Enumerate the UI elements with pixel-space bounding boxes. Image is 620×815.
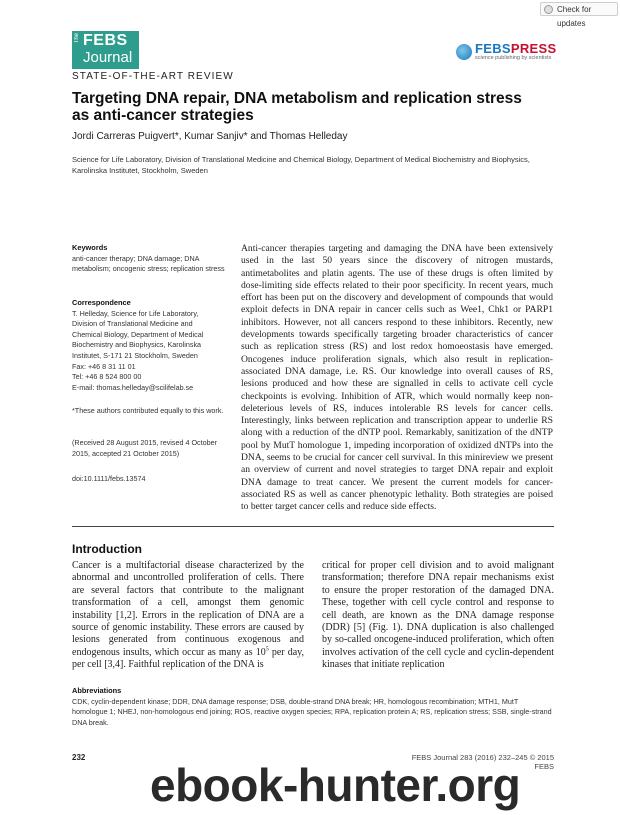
correspondence-line: T. Helleday, Science for Life Laboratory,	[72, 308, 199, 318]
update-icon	[544, 5, 553, 14]
affiliation: Science for Life Laboratory, Division of Translational Medicine and Chemical Biology, Department of Medical Biochemistry and Biophysics, Karolinska Institutet, Stockholm, Sweden	[72, 155, 530, 175]
febs-journal-logo	[72, 31, 139, 69]
intro-text-b: per day, per cell [3,4]. Faithful replication of the DNA is	[72, 646, 304, 671]
watermark: ebook-hunter.org	[150, 759, 521, 811]
logo-febs: FEBS	[83, 32, 128, 49]
logo-the: The	[74, 33, 80, 44]
press-name: FEBSPRESS	[475, 41, 557, 56]
introduction-heading: Introduction	[72, 542, 142, 556]
correspondence-block	[72, 298, 227, 393]
press-tagline: science publishing by scientists	[475, 55, 552, 61]
correspondence-fax: Fax: +46 8 31 11 01	[72, 361, 136, 371]
author-list: Jordi Carreras Puigvert*, Kumar Sanjiv* and Thomas Helleday	[72, 131, 348, 142]
keywords-text: anti-cancer therapy; DNA damage; DNA metabolism; oncogenic stress; replication stress	[72, 253, 225, 274]
logo-journal: Journal	[83, 49, 133, 66]
abstract: Anti-cancer therapies targeting and damaging the DNA have been extensively used in the last 50 years since the discovery of nitrogen mustards, antimetabolites and platin agents. The use of these drugs is often limited by dose-limiting side effects related to their poor specificity. In recent years, much effort has been put on the discovery and development of compounds that would exploit defects in DNA repair in cancer cells such as Wee1, Chk1 or PARP1 inhibitors. However, not all cancers respond to these inhibitors. Recently, new developments towards specifically targeting broader characteristics of cancer such as replication stress (RS) and lost redox homoeostasis have emerged. Oncogenes induce proliferation signals, which also result in replication-associated DNA damage, i.e. RS. Our knowledge into overall causes of RS, lesions produced and how these are signalled in cells to activate cell cycle checkpoints is evolving. Inhibition of ATR, which would normally keep non-deleterious levels of RS, induces intolerable RS levels for cancer cells. Interestingly, links between replication and transcription appear to underlie RS along with a reduction of the dNTP pool. Remarkably, sanitization of the dNTP pool by MutT homologue 1, impeding incorporation of oxidized dNTPs into the DNA, seems to be crucial for cancer cell survival. In this minireview we present an overview of current and novel strategies to target DNA repair and exploit DNA damage to treat cancer. We present the current models for cancer-associated RS as well as cancer phenotypic lethality. Both strategies are poised to better target cancer cells and reduce side effects.	[241, 243, 553, 513]
abbreviations-heading: Abbreviations	[72, 686, 122, 695]
correspondence-line: Institutet, S-171 21 Stockholm, Sweden	[72, 350, 198, 360]
check-for-updates-label: Check for updates	[557, 5, 592, 28]
keywords-heading: Keywords	[72, 243, 108, 252]
check-for-updates-button[interactable]	[540, 2, 618, 28]
abbreviations-block	[72, 686, 554, 728]
page-number: 232	[72, 753, 86, 762]
keywords-block	[72, 243, 227, 275]
correspondence-heading: Correspondence	[72, 298, 131, 307]
correspondence-line: Biochemistry and Biophysics, Karolinska	[72, 340, 202, 350]
received-dates: (Received 28 August 2015, revised 4 October 2015, accepted 21 October 2015)	[72, 438, 218, 458]
febs-press-emblem-icon	[456, 44, 472, 60]
equal-contribution-note: *These authors contributed equally to this work.	[72, 406, 224, 415]
exponent: 5	[265, 646, 269, 653]
correspondence-tel: Tel: +46 8 524 800 00	[72, 372, 142, 382]
febs-press-logo	[456, 41, 557, 67]
correspondence-line: Chemical Biology, Department of Medical	[72, 329, 204, 339]
correspondence-line: Division of Translational Medicine and	[72, 319, 193, 329]
correspondence-email[interactable]: E-mail: thomas.helleday@scilifelab.se	[72, 382, 194, 392]
introduction-column-2: critical for proper cell division and to avoid malignant transformation; therefore DNA repair mechanisms exist to ensure the proper restoration of the damaged DNA. These, together with cell cycle control and response to cell death, are known as the DNA damage response (DDR) [5] (Fig. 1). DNA duplication is also challenged by so-called oncogene-induced proliferation, which often involves activation of the cell cycle and cyclin-dependent kinases that initiate replication	[322, 560, 554, 671]
footer-citation: FEBS Journal 283 (2016) 232–245 © 2015 FEBS	[411, 753, 554, 771]
doi-link[interactable]: doi:10.1111/febs.13574	[72, 474, 146, 483]
abbreviations-text: CDK, cyclin-dependent kinase; DDR, DNA damage response; DSB, double-strand DNA break; HR, homologous recombination; MTH1, MutT homologue 1; NHEJ, non-homologous end joining; ROS, reactive oxygen species; RPA, replication protein A; RS, replication stress; SSB, single-strand DNA break.	[72, 696, 552, 727]
section-divider	[72, 526, 554, 527]
article-title: Targeting DNA repair, DNA metabolism and replication stress as anti-cancer strategies	[72, 90, 522, 124]
intro-text-a: Cancer is a multifactorial disease characterized by the abnormal and uncontrolled proliferation of cells. There are several factors that contribute to the malignant transformation of a cell, amongst them genomic instability [1,2]. Errors in the replication of DNA are a source of genomic instability. These errors are caused by lesions generated from continuous exogenous and endogenous insults, which occur as many as 10	[72, 560, 304, 658]
section-label: STATE-OF-THE-ART REVIEW	[72, 71, 234, 82]
introduction-column-1	[72, 560, 304, 672]
